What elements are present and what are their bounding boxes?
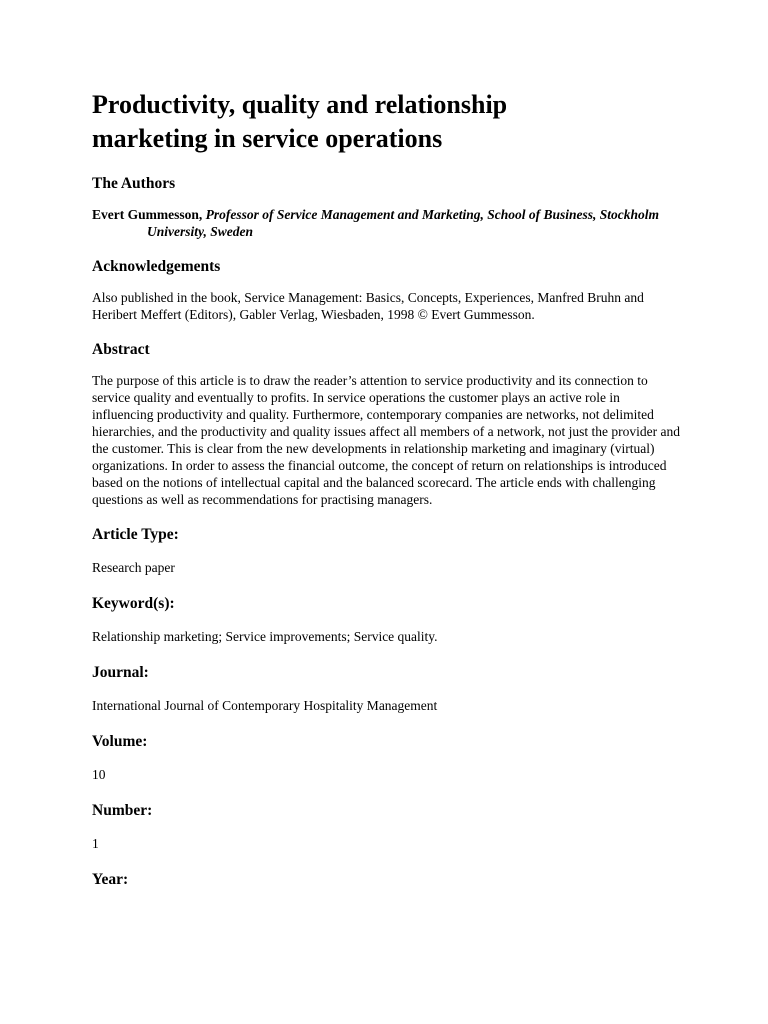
document-page xyxy=(92,88,684,890)
acknowledgements-heading: Acknowledgements xyxy=(92,258,221,275)
author-name: Evert Gummesson, xyxy=(92,207,203,222)
article-type-heading: Article Type: xyxy=(92,526,179,543)
volume-heading: Volume: xyxy=(92,733,148,750)
number-value: 1 xyxy=(92,836,99,851)
article-title xyxy=(92,88,684,156)
title-line-1: Productivity, quality and relationship xyxy=(92,90,508,119)
abstract-heading: Abstract xyxy=(92,341,150,358)
keywords-heading: Keyword(s): xyxy=(92,595,175,612)
keywords-value: Relationship marketing; Service improvements; Service quality. xyxy=(92,629,438,644)
number-heading: Number: xyxy=(92,802,153,819)
authors-heading: The Authors xyxy=(92,175,176,192)
year-heading: Year: xyxy=(92,871,129,888)
title-line-2: marketing in service operations xyxy=(92,124,443,153)
volume-value: 10 xyxy=(92,767,106,782)
abstract-text: The purpose of this article is to draw the reader’s attention to service productivity and its connection to service quality and eventually to profits. In service operations the customer plays an active role in influencing productivity and quality. Furthermore, contemporary companies are networks, not delimited hierarchies, and the productivity and quality issues affect all members of a network, not just the provider and the customer. This is clear from the new developments in relationship marketing and imaginary (virtual) organizations. In order to assess the financial outcome, the concept of return on relationships is introduced based on the notions of intellectual capital and the balanced scorecard. The article ends with challenging questions as well as recommendations for practising managers. xyxy=(92,373,680,507)
journal-value: International Journal of Contemporary Hospitality Management xyxy=(92,698,438,713)
author-entry xyxy=(92,206,684,240)
author-affiliation: Professor of Service Management and Marketing, School of Business, Stockholm University, Sweden xyxy=(147,207,660,239)
acknowledgements-text: Also published in the book, Service Management: Basics, Concepts, Experiences, Manfred Bruhn and Heribert Meffert (Editors), Gabler Verlag, Wiesbaden, 1998 © Evert Gummesson. xyxy=(92,290,644,322)
journal-heading: Journal: xyxy=(92,664,149,681)
article-type-value: Research paper xyxy=(92,560,175,575)
